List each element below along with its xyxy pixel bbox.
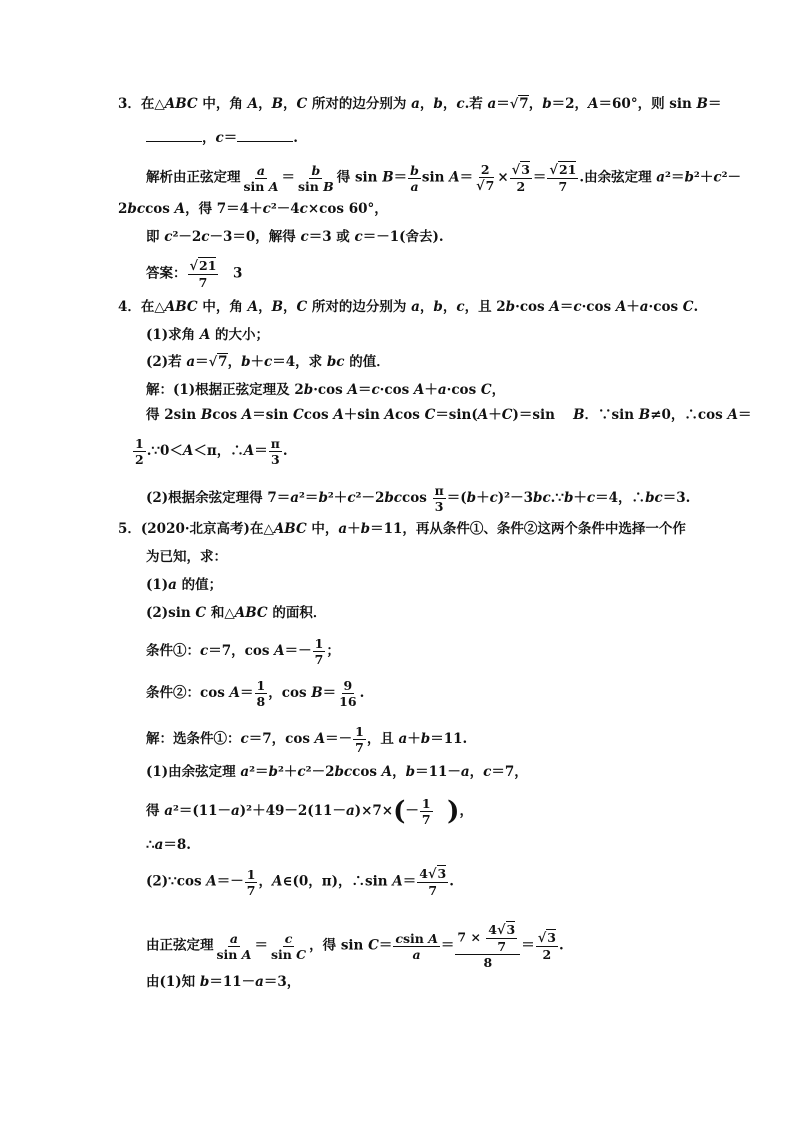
problem-4-solution-line-4: (2)根据余弦定理得 7＝a²＝b²＋c²－2bccos $\frac{\pi}{3}$ ＝(b＋c)²－3bc.∵b＋c＝4，∴bc＝3. — [146, 483, 691, 514]
problem-3-blanks: ，c＝ . — [146, 127, 298, 147]
problem-5-solution-line-4: (2)∵cos A＝－ $\frac{1}{7}$ ，A∈(0，π)，∴sin A＝ $\frac{4√3}{7}$ . — [146, 866, 454, 898]
problem-4-question-1: (1)求角 A 的大小； — [146, 327, 270, 343]
problem-5-solution-line-6: 由(1)知 b＝11－a＝3， — [146, 974, 301, 990]
answer-blank[interactable] — [237, 127, 293, 142]
problem-3-solution-line-1: 解析由正弦定理 $\frac{a}{\text{sin A}}$ ＝ $\frac{b}{\text{sin B}}$ 得 sin B＝ $\frac{b}{a}$ sin A＝ $\frac{2}{√7}$ × $\frac{√3}{2}$ ＝ $\frac{√21}{7}$ .由余弦定理 a²＝b²＋c²－ — [146, 162, 741, 194]
problem-5-condition-2: 条件②：cos A＝ $\frac{1}{8}$ ，cos B＝ $\frac{9}{16}$ . — [146, 678, 365, 709]
problem-3-solution-line-2: 2bccos A，得 7＝4＋c²－4c×cos 60°， — [118, 201, 388, 217]
problem-5-condition-1: 条件①：c＝7，cos A＝－ $\frac{1}{7}$ ； — [146, 636, 340, 667]
problem-4-solution-line-1: 解：(1)根据正弦定理及 2b·cos A＝c·cos A＋a·cos C， — [146, 382, 506, 398]
problem-5-statement-cont: 为已知，求： — [146, 549, 227, 565]
problem-5-solution-intro: 解：选条件①：c＝7，cos A＝－ $\frac{1}{7}$ ，且 a＋b＝11. — [146, 724, 468, 755]
problem-4-question-2: (2)若 a＝√7，b＋c＝4，求 bc 的值． — [146, 354, 390, 370]
problem-5-solution-line-1: (1)由余弦定理 a²＝b²＋c²－2bccos A，b＝11－a，c＝7， — [146, 764, 528, 780]
problem-5-solution-line-3: ∴a＝8. — [146, 837, 191, 853]
problem-4-statement: 4．在△ABC 中，角 A，B，C 所对的边分别为 a，b，c，且 2b·cos A＝c·cos A＋a·cos C. — [118, 299, 699, 315]
problem-4-solution-line-2: 得 2sin Bcos A＝sin Ccos A＋sin Acos C＝sin(A＋C)＝sin B．∵sin B≠0，∴cos A＝ — [146, 407, 752, 423]
problem-5-question-2: (2)sin C 和△ABC 的面积． — [146, 605, 327, 621]
answer-blank[interactable] — [146, 127, 202, 142]
problem-4-solution-line-3: $\frac{1}{2}$ .∵0＜A＜π，∴A＝ $\frac{\pi}{3}$ . — [135, 436, 288, 467]
problem-3-statement: 3．在△ABC 中，角 A，B，C 所对的边分别为 a，b，c.若 a＝√7，b＝2，A＝60°，则 sin B＝ — [118, 96, 722, 112]
problem-3-solution-line-3: 即 c²－2c－3＝0，解得 c＝3 或 c＝－1(舍去). — [146, 229, 444, 245]
problem-5-solution-line-5: 由正弦定理 $\frac{a}{\text{sin A}}$ ＝ $\frac{c}{\text{sin C}}$ ，得 sin C＝ $\frac{\text{csin A}}{a}$ ＝ 7 × $\frac{4√3}{7}$ 8 ＝ $\frac{√3}{2}$ . — [146, 922, 564, 970]
problem-5-solution-line-2: 得 a²＝(11－a)²＋49－2(11－a)×7×(－ $\frac{1}{7}$ )， — [146, 796, 473, 827]
problem-5-statement: 5．(2020·北京高考)在△ABC 中，a＋b＝11，再从条件①、条件②这两个条件中选择一个作 — [118, 521, 686, 537]
problem-5-question-1: (1)a 的值； — [146, 577, 223, 593]
problem-3-answer: 答案： $\frac{√21}{7}$ 3 — [146, 258, 243, 290]
